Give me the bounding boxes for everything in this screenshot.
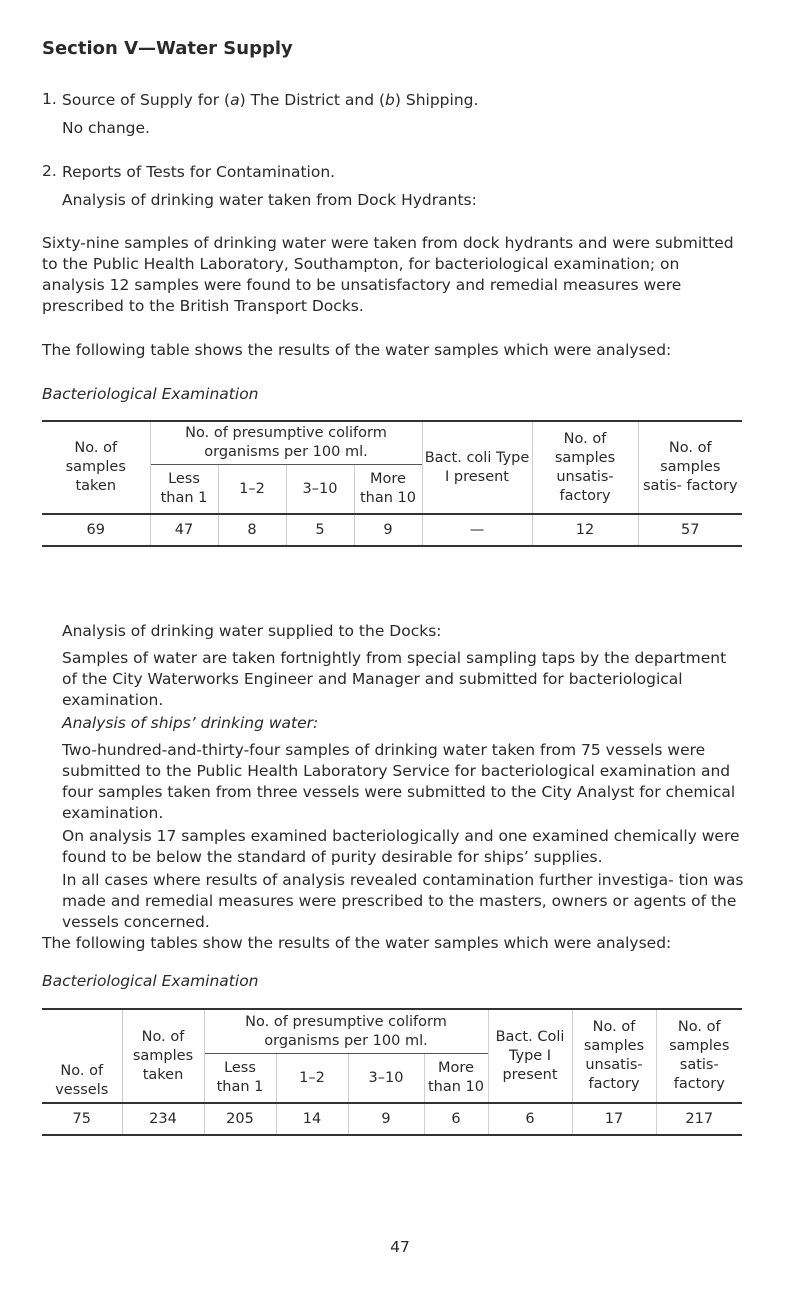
dock-hydrants-heading: Analysis of drinking water taken from Dock Hydrants: [62, 191, 477, 209]
dock-hydrants-paragraph: Sixty-nine samples of drinking water were taken from dock hydrants and were submitted to the Public Health Laboratory, Southampton, for bacteriological examination; on analysis 12 samples were found to be unsatisfactory and remedial measures were prescribed to the British Transport Docks. [42, 234, 734, 315]
ships-paragraph-1: Two-hundred-and-thirty-four samples of drinking water taken from 75 vessels were submitted to the Public Health Laboratory Service for bacteriological examination and four samples taken from three vessels were submitted to the City Analyst for chemical examination. [62, 741, 736, 822]
ships-heading: Analysis of ships’ drinking water: [62, 714, 319, 732]
header-vessels: No. of vessels [42, 1009, 122, 1103]
value-3-10: 5 [286, 514, 354, 546]
header-1-2: 1–2 [218, 465, 286, 515]
value-1-2: 8 [218, 514, 286, 546]
header-more-than-10: More than 10 [424, 1054, 488, 1104]
value-unsatisfactory: 12 [532, 514, 638, 546]
header-less-than-1: Less than 1 [150, 465, 218, 515]
item-1-title: Source of Supply for (a) The District and (b) Shipping. [62, 91, 479, 109]
value-more-than-10: 9 [354, 514, 422, 546]
value-samples-taken: 69 [42, 514, 150, 546]
ships-paragraph-3: In all cases where results of analysis revealed contamination further investiga- tion was made and remedial measures were prescribed to the masters, owners or agents of the vessels concerned. [62, 871, 744, 931]
value-more-than-10: 6 [424, 1103, 488, 1135]
section-title: Section V—Water Supply [42, 38, 293, 59]
header-1-2: 1–2 [276, 1054, 348, 1104]
header-3-10: 3–10 [286, 465, 354, 515]
value-unsatisfactory: 17 [572, 1103, 656, 1135]
table-row [42, 1103, 742, 1135]
item-2-number: 2. [42, 162, 57, 180]
value-samples-taken: 234 [122, 1103, 204, 1135]
ships-water-table [42, 1008, 742, 1136]
header-less-than-1: Less than 1 [204, 1054, 276, 1104]
docks-supply-heading: Analysis of drinking water supplied to the Docks: [62, 622, 442, 640]
header-more-than-10: More than 10 [354, 465, 422, 515]
header-satisfactory: No. of samples satis- factory [656, 1009, 742, 1103]
header-bact-coli: Bact. Coli Type I present [488, 1009, 572, 1103]
header-unsatisfactory: No. of samples unsatis- factory [532, 421, 638, 514]
value-vessels: 75 [42, 1103, 122, 1135]
value-bact-coli: — [422, 514, 532, 546]
item-1-text: No change. [62, 119, 150, 137]
value-3-10: 9 [348, 1103, 424, 1135]
table-2-intro: The following tables show the results of the water samples which were analysed: [42, 934, 672, 952]
dock-hydrants-table [42, 420, 742, 547]
header-3-10: 3–10 [348, 1054, 424, 1104]
table-row [42, 514, 742, 546]
item-2-title: Reports of Tests for Contamination. [62, 163, 336, 181]
table-1-caption: Bacteriological Examination [42, 385, 259, 403]
value-satisfactory: 57 [638, 514, 742, 546]
value-less-than-1: 47 [150, 514, 218, 546]
header-samples-taken: No. of samples taken [122, 1009, 204, 1103]
docks-supply-paragraph: Samples of water are taken fortnightly from special sampling taps by the department of the City Waterworks Engineer and Manager and submitted for bacteriological examination. [62, 649, 727, 709]
table-2-caption: Bacteriological Examination [42, 972, 259, 990]
header-satisfactory: No. of samples satis- factory [638, 421, 742, 514]
value-less-than-1: 205 [204, 1103, 276, 1135]
header-bact-coli: Bact. coli Type I present [422, 421, 532, 514]
header-coliform: No. of presumptive coliform organisms per 100 ml. [150, 421, 422, 465]
value-1-2: 14 [276, 1103, 348, 1135]
header-unsatisfactory: No. of samples unsatis- factory [572, 1009, 656, 1103]
page-number: 47 [390, 1238, 410, 1256]
value-satisfactory: 217 [656, 1103, 742, 1135]
table-1-intro: The following table shows the results of the water samples which were analysed: [42, 341, 672, 359]
item-1-number: 1. [42, 90, 57, 108]
header-samples-taken: No. of samples taken [42, 421, 150, 514]
header-coliform: No. of presumptive coliform organisms per 100 ml. [204, 1009, 488, 1054]
value-bact-coli: 6 [488, 1103, 572, 1135]
ships-paragraph-2: On analysis 17 samples examined bacteriologically and one examined chemically were found to be below the standard of purity desirable for ships’ supplies. [62, 827, 740, 866]
